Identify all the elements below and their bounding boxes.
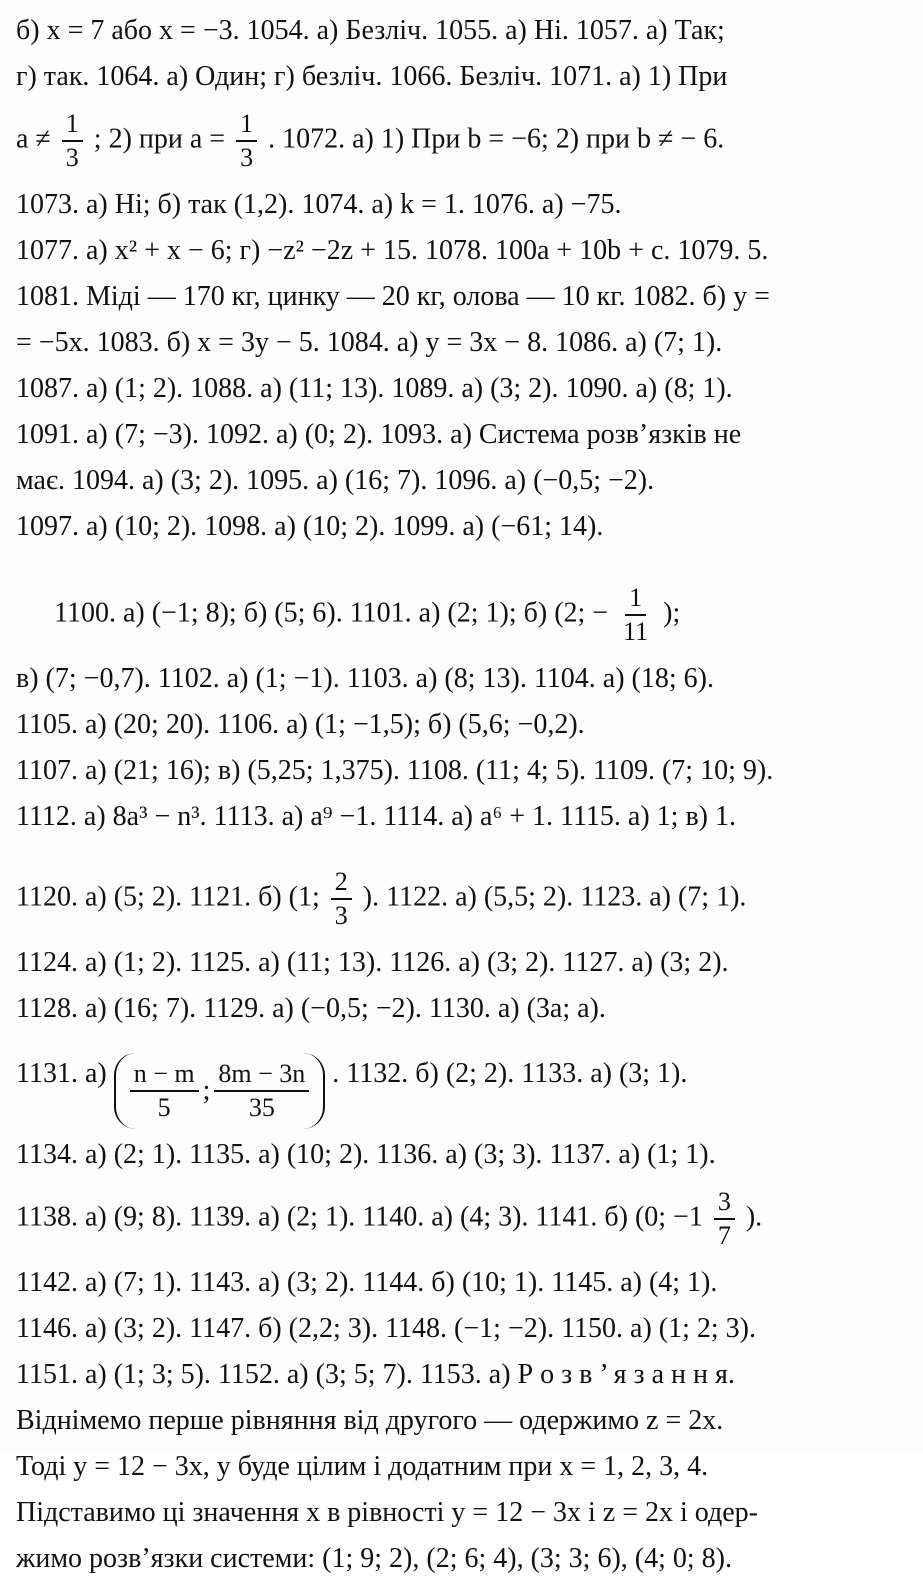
- text-line: 1134. а) (2; 1). 1135. а) (10; 2). 1136. а) (3; 3). 1137. а) (1; 1).: [16, 1139, 716, 1170]
- fraction: $\frac{8m - 3n}{35}$: [214, 1061, 309, 1121]
- fraction: $\frac{1}{11}$: [623, 583, 649, 646]
- text-line: 1107. а) (21; 16); в) (5,25; 1,375). 1108. (11; 4; 5). 1109. (7; 10; 9).: [16, 755, 774, 786]
- text-line: Тоді y = 12 − 3x, y буде цілим і додатним при x = 1, 2, 3, 4.: [16, 1451, 709, 1482]
- parenthesized-pair: $\frac{n - m}{5}$ ; $\frac{8m - 3n}{35}$: [114, 1053, 326, 1129]
- text-line: 1087. а) (1; 2). 1088. а) (11; 13). 1089. а) (3; 2). 1090. а) (8; 1).: [16, 373, 733, 404]
- text-line-with-fractions: a ≠ $\frac{1}{3}$ ; 2) при a = $\frac{1}{3}$ . 1072. а) 1) При b = −6; 2) при b ≠ − 6.: [16, 109, 725, 172]
- text-line: має. 1094. а) (3; 2). 1095. а) (16; 7). 1096. а) (−0,5; −2).: [16, 465, 655, 496]
- text-line: 1146. а) (3; 2). 1147. б) (2,2; 3). 1148. (−1; −2). 1150. а) (1; 2; 3).: [16, 1313, 756, 1344]
- text-line: Віднімемо перше рівняння від другого — одержимо z = 2x.: [16, 1405, 724, 1436]
- fraction: $\frac{3}{7}$: [714, 1189, 735, 1249]
- text-line: 1151. а) (1; 3; 5). 1152. а) (3; 5; 7). 1153. а) Р о з в ’ я з а н н я.: [16, 1359, 735, 1390]
- text-line: 1128. а) (16; 7). 1129. а) (−0,5; −2). 1130. а) (3a; a).: [16, 993, 606, 1024]
- text-line-with-fractions: 1131. а) $\frac{n - m}{5}$ ; $\frac{8m - 3n}{35}$ . 1132. б) (2; 2). 1133. а) (3; 1).: [16, 1050, 907, 1132]
- text-line: 1142. а) (7; 1). 1143. а) (3; 2). 1144. б) (10; 1). 1145. а) (4; 1).: [16, 1267, 718, 1298]
- text-line: жимо розв’язки системи: (1; 9; 2), (2; 6; 4), (3; 3; 6), (4; 0; 8).: [16, 1543, 732, 1574]
- fraction: $\frac{n - m}{5}$: [130, 1061, 199, 1121]
- text-line: в) (7; −0,7). 1102. а) (1; −1). 1103. а) (8; 13). 1104. а) (18; 6).: [16, 663, 714, 694]
- text-line-with-fractions: 1100. а) (−1; 8); б) (5; 6). 1101. а) (2; 1); б) (2; − $\frac{1}{11}$ );: [54, 583, 681, 646]
- text-line: б) x = 7 або x = −3. 1054. а) Безліч. 1055. а) Ні. 1057. а) Так;: [16, 15, 725, 46]
- fraction: $\frac{1}{3}$: [236, 111, 257, 171]
- text-line: 1081. Міді — 170 кг, цинку — 20 кг, олова — 10 кг. 1082. б) y =: [16, 281, 770, 312]
- text-line: 1073. а) Ні; б) так (1,2). 1074. а) k = 1. 1076. а) −75.: [16, 189, 622, 220]
- text-line: 1105. а) (20; 20). 1106. а) (1; −1,5); б) (5,6; −0,2).: [16, 709, 585, 740]
- text-line-with-fractions: 1138. а) (9; 8). 1139. а) (2; 1). 1140. а) (4; 3). 1141. б) (0; −1 $\frac{3}{7}$ ).: [16, 1187, 763, 1250]
- text-line: 1097. а) (10; 2). 1098. а) (10; 2). 1099. а) (−61; 14).: [16, 511, 604, 542]
- text-line: = −5x. 1083. б) x = 3y − 5. 1084. а) y = 3x − 8. 1086. а) (7; 1).: [16, 327, 723, 358]
- text-line: 1112. а) 8a³ − n³. 1113. а) a⁹ −1. 1114. а) a⁶ + 1. 1115. а) 1; в) 1.: [16, 801, 736, 832]
- text-line-with-fractions: 1120. а) (5; 2). 1121. б) (1; $\frac{2}{3}$ ). 1122. а) (5,5; 2). 1123. а) (7; 1).: [16, 867, 747, 930]
- text-line: 1091. а) (7; −3). 1092. а) (0; 2). 1093. а) Система розв’язків не: [16, 419, 742, 450]
- text-line: Підставимо ці значення x в рівності y = 12 − 3x і z = 2x і одер-: [16, 1497, 758, 1528]
- text-line: 1077. а) x² + x − 6; г) −z² −2z + 15. 1078. 100a + 10b + c. 1079. 5.: [16, 235, 769, 266]
- fraction: $\frac{1}{3}$: [62, 111, 83, 171]
- text-line: 1124. а) (1; 2). 1125. а) (11; 13). 1126. а) (3; 2). 1127. а) (3; 2).: [16, 947, 729, 978]
- fraction: $\frac{2}{3}$: [331, 869, 352, 929]
- text-line: г) так. 1064. а) Один; г) безліч. 1066. Безліч. 1071. а) 1) При: [16, 61, 728, 92]
